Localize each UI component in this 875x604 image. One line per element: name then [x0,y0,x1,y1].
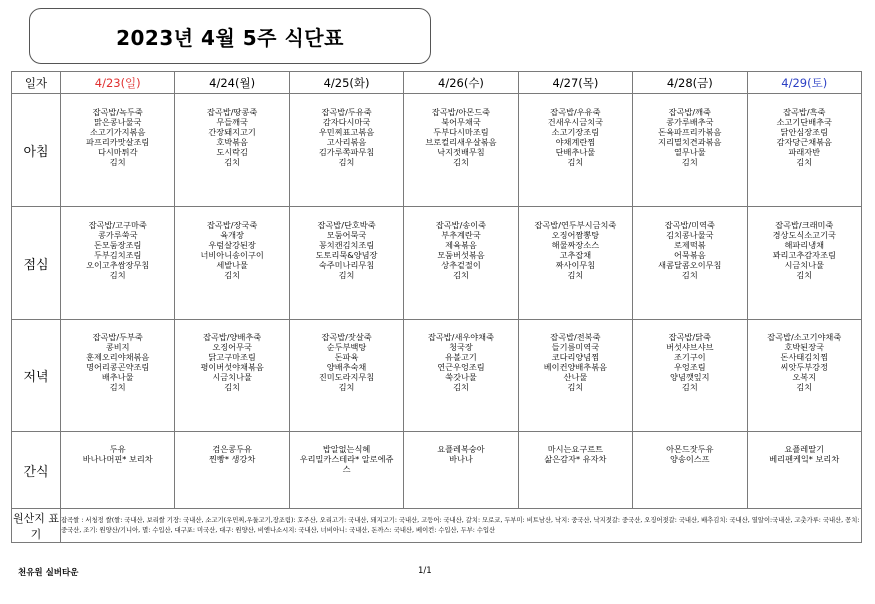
menu-cell-thu [518,320,632,432]
menu-cell-sat [747,94,861,207]
day-header-fri: 4/28(금) [633,72,747,94]
menu-item: 짜사이무침 [555,260,596,270]
menu-item: 스 [342,464,351,474]
menu-item: 잡곡밥/단호박죽 [317,220,376,230]
menu-item-list [290,432,403,474]
corner-label: 일자 [12,72,61,94]
meal-label: 아침 [12,94,61,207]
menu-item: 김치 [453,157,469,167]
menu-item: 쑥갓나물 [445,372,477,382]
menu-item: 다시마튀각 [97,147,138,157]
footer-page-number: 1/1 [418,566,432,576]
menu-cell-fri [633,320,747,432]
menu-item: 오징어무국 [212,342,252,352]
menu-item: 소고기단배추국 [776,117,832,127]
menu-item: 오이고추쌈장무침 [86,260,150,270]
menu-cell-sat [747,207,861,320]
menu-item: 요플레딸기 [784,444,825,454]
menu-item: 무들깨국 [216,117,248,127]
menu-item: 오복지 [792,372,817,382]
origin-row [12,509,862,543]
menu-item: 김치 [338,382,355,392]
menu-item: 김치 [567,270,584,280]
menu-item: 삶은감자* 유자차 [544,454,607,464]
menu-item-list [175,320,288,392]
day-header-sun: 4/23(일) [61,72,175,94]
menu-cell-sun [61,320,175,432]
menu-item: 진미도라지무침 [318,372,375,382]
menu-item-list [633,207,746,280]
menu-item-list [519,432,632,464]
menu-item: 부추계란국 [441,230,481,240]
menu-item: 잡곡밥/크래미죽 [775,220,834,230]
menu-cell-thu [518,432,632,509]
menu-item: 베이컨양배추볶음 [543,362,608,372]
menu-item-list [61,207,174,280]
menu-item: 김치 [224,270,241,280]
menu-item: 순두부백탕 [326,342,367,352]
menu-item: 감자다시마국 [322,117,371,127]
menu-item: 닭안심장조림 [780,127,828,137]
meal-row-snack [12,432,862,509]
menu-item: 훈제오리야채볶음 [86,352,150,362]
menu-item: 버섯샤브샤브 [666,342,714,352]
menu-item: 김치 [224,382,241,392]
menu-item: 너비아니송이구이 [200,250,264,260]
menu-item: 북어무채국 [441,117,481,127]
menu-item: 콩비지 [105,342,130,352]
menu-item: 연근우엉조림 [437,362,485,372]
menu-item-list [404,207,517,280]
menu-item: 오징어짬뽕탕 [551,230,600,240]
menu-item: 돈사태김치찜 [780,352,828,362]
menu-item-list [290,94,403,167]
menu-item: 시금치나물 [212,372,252,382]
menu-cell-sun [61,207,175,320]
menu-item: 새콤달콤오이무침 [658,260,722,270]
menu-item: 바나나 [449,454,473,464]
menu-cell-wed [404,207,518,320]
menu-item: 잡곡밥/아몬드죽 [431,107,491,117]
menu-item: 양배추숙채 [326,362,367,372]
menu-cell-tue [289,432,403,509]
menu-item: 산나물 [563,372,588,382]
menu-item: 지리멸치견과볶음 [658,137,722,147]
menu-item: 우럼살강된장 [208,240,256,250]
menu-item: 간장돼지고기 [208,127,256,137]
menu-item: 맑은콩나물국 [93,117,142,127]
menu-item: 김치 [453,382,469,392]
menu-item: 고사리볶음 [326,137,367,147]
menu-cell-thu [518,94,632,207]
menu-item: 경상도식소고기국 [772,230,836,240]
menu-item: 꽁치캔김치조림 [318,240,375,250]
menu-item: 어묵볶음 [674,250,706,260]
menu-item-list [290,320,403,392]
menu-item: 숙주미나리무침 [318,260,375,270]
menu-item: 잡곡밥/미역죽 [664,220,715,230]
menu-item: 잡곡밥/소고기야채죽 [767,332,842,342]
menu-item: 잡곡밥/고구마죽 [88,220,147,230]
menu-item-list [61,320,174,392]
menu-item: 건새우시금치국 [547,117,604,127]
menu-item: 꽈리고추감자조림 [772,250,836,260]
menu-cell-mon [175,320,289,432]
menu-item: 잡곡밥/송이죽 [435,220,487,230]
menu-item: 잡곡밥/잣살죽 [321,332,372,342]
menu-item: 김치 [109,157,126,167]
menu-item: 잡곡밥/흑죽 [783,107,826,117]
menu-item: 두유 [109,444,126,454]
menu-item-list [748,432,861,464]
menu-item: 모둠버섯볶음 [437,250,485,260]
menu-item-list [175,207,288,280]
menu-item-list [519,94,632,167]
menu-item: 잡곡밥/깨죽 [668,107,711,117]
menu-cell-sun [61,432,175,509]
menu-item: 아몬드잣두유 [666,444,714,454]
menu-item: 도토리묵&양념장 [315,250,378,260]
menu-item: 우민찌표고볶음 [318,127,375,137]
menu-item: 김치콩나물국 [666,230,714,240]
menu-item: 양송이스프 [670,454,710,464]
menu-cell-sun [61,94,175,207]
menu-item: 파래자반 [788,147,821,157]
menu-item-list [633,432,746,464]
menu-item: 잡곡밥/땅콩죽 [207,107,258,117]
menu-item: 김치 [338,270,355,280]
menu-item: 양념깻잎지 [670,372,710,382]
menu-item: 씨앗두부강정 [780,362,828,372]
menu-item-list [748,320,861,392]
menu-item: 마시는요구르트 [547,444,604,454]
menu-item: 열무나물 [674,147,706,157]
menu-item: 김치 [338,157,355,167]
menu-item: 닭고구마조림 [208,352,256,362]
menu-cell-fri [633,432,747,509]
meal-label: 점심 [12,207,61,320]
menu-item: 고추잡채 [559,250,592,260]
menu-item: 세발나물 [216,260,248,270]
menu-item: 김치 [109,270,126,280]
menu-item: 시금치나물 [784,260,825,270]
menu-cell-sat [747,432,861,509]
menu-item: 호박된장국 [784,342,825,352]
menu-item: 코다리양념찜 [551,352,600,362]
menu-item: 소고기장조림 [551,127,600,137]
day-header-tue: 4/25(화) [289,72,403,94]
menu-item: 명어리콩곤약조림 [86,362,150,372]
meal-row-breakfast [12,94,862,207]
menu-item: 유볼고기 [445,352,477,362]
menu-item: 김치 [224,157,241,167]
menu-item: 김치 [796,157,813,167]
menu-item: 육개장 [220,230,244,240]
menu-item: 청국장 [449,342,473,352]
menu-item: 배추나물 [101,372,134,382]
menu-cell-mon [175,432,289,509]
menu-item: 두부김치조림 [93,250,142,260]
menu-item: 잡곡밥/닭죽 [668,332,711,342]
header-row [12,72,862,94]
menu-item: 김치 [681,270,698,280]
menu-cell-thu [518,207,632,320]
meal-plan-table [11,71,862,543]
menu-item: 요플레복숭아 [437,444,485,454]
footer-organization: 천유원 실버타운 [18,568,79,578]
menu-item: 잡곡밥/양배추죽 [203,332,262,342]
menu-cell-mon [175,207,289,320]
menu-item: 밥알없는식혜 [322,444,371,454]
menu-item-list [61,94,174,167]
menu-item-list [748,94,861,167]
menu-item: 감자당근채볶음 [776,137,832,147]
menu-item-list [404,94,517,167]
menu-item: 소고기가지볶음 [90,127,146,137]
menu-item: 해파리냉채 [784,240,825,250]
menu-item-list [404,320,517,392]
day-header-mon: 4/24(월) [175,72,289,94]
meal-label: 간식 [12,432,61,509]
menu-cell-wed [404,432,518,509]
menu-item-list [175,94,288,167]
menu-item: 잡곡밥/두부죽 [92,332,143,342]
menu-item: 돈모둠장조림 [93,240,142,250]
menu-item: 김치 [681,382,698,392]
menu-item-list [633,320,746,392]
meal-row-lunch [12,207,862,320]
menu-item: 잡곡밥/새우야채죽 [427,332,494,342]
menu-item: 파프리카맛살조림 [86,137,150,147]
menu-item-list [519,207,632,280]
meal-label: 저녁 [12,320,61,432]
menu-cell-tue [289,94,403,207]
page-title: 2023년 4월 5주 식단표 [29,8,431,64]
menu-item: 잡곡밥/전복죽 [550,332,601,342]
menu-item: 잡곡밥/두유죽 [321,107,372,117]
menu-item-list [633,94,746,167]
menu-item: 바나나머핀* 보리차 [82,454,153,464]
menu-item: 김치 [796,270,813,280]
menu-item: 잡곡밥/녹두죽 [92,107,143,117]
menu-item: 들기름미역국 [551,342,600,352]
menu-item: 김치 [681,157,698,167]
menu-cell-sat [747,320,861,432]
menu-item: 우리밀카스테라* 알로에쥬 [299,454,394,464]
menu-item: 낙지젓배무침 [437,147,485,157]
menu-item: 김가루쪽파무침 [318,147,375,157]
menu-item: 잡곡밥/연두부시금치죽 [534,220,617,230]
menu-item: 베리펜케잌* 보리차 [769,454,840,464]
menu-item: 평이버섯야채볶음 [200,362,264,372]
menu-item: 제육볶음 [445,240,477,250]
menu-item: 김치 [109,382,126,392]
menu-item: 호박볶음 [216,137,248,147]
day-header-wed: 4/26(수) [404,72,518,94]
menu-item-list [404,432,517,464]
menu-item: 단배추나물 [555,147,596,157]
menu-item: 모둠어묵국 [326,230,367,240]
menu-item-list [61,432,174,464]
menu-cell-fri [633,207,747,320]
menu-item: 조기구이 [674,352,706,362]
menu-item: 김치 [567,382,584,392]
menu-item: 김치 [453,270,469,280]
menu-cell-tue [289,320,403,432]
menu-item: 김치 [796,382,813,392]
menu-item: 해물짜장소스 [551,240,600,250]
menu-item-list [519,320,632,392]
menu-cell-tue [289,207,403,320]
menu-item: 로제떡볶 [674,240,706,250]
menu-cell-mon [175,94,289,207]
menu-item: 콩가루쑥국 [97,230,138,240]
menu-item: 두부다시마조림 [433,127,489,137]
menu-item: 야채계란찜 [555,137,596,147]
menu-item-list [175,432,288,464]
origin-label: 원산지 표기 [12,509,61,543]
menu-item: 찐빵* 생강차 [209,454,256,464]
menu-item: 잡곡밥/우유죽 [550,107,601,117]
menu-item: 도시락김 [216,147,248,157]
menu-item: 김치 [567,157,584,167]
menu-cell-wed [404,320,518,432]
menu-item: 잡곡밥/장국죽 [207,220,258,230]
menu-item: 상추겉절이 [441,260,481,270]
menu-item-list [290,207,403,280]
menu-cell-fri [633,94,747,207]
day-header-sat: 4/29(토) [747,72,861,94]
menu-cell-wed [404,94,518,207]
menu-item: 콩가루배추국 [666,117,714,127]
day-header-thu: 4/27(목) [518,72,632,94]
menu-item: 돈육파프리카볶음 [658,127,722,137]
menu-item: 우엉조림 [674,362,706,372]
menu-item: 돈파육 [334,352,359,362]
menu-item: 브로컬리새우살볶음 [425,137,497,147]
menu-item: 검은콩두유 [212,444,252,454]
meal-row-dinner [12,320,862,432]
menu-item-list [748,207,861,280]
origin-text: 잡곡쌀 : 서청정 쌀(쌀: 국내산, 보리쌀 기장: 국내산, 소고기(우민찌,우둘고기,장조림): 호주산, 오리고기: 국내산, 돼지고기: 국내산, 고등어: 국내산, 갈치: 모로코, 두부미: 비트남산, 낙지: 중국산, 낙지젓갈: 중국산, 오징어젓갈: 국내산, 배추김치: 국내산, 열알이:국내산, 고춧가루: 국내산, 꽁치: 중국산, 조기: 원양산/기니아, 멸: 수입산, 대구포: 미국산, 대구: 원양산, 비엔나소시지: 국내산, 너비아니: 국내산, 돈까스: 국내산, 베이컨: 수입산, 두부: 수입산 [61,509,862,543]
